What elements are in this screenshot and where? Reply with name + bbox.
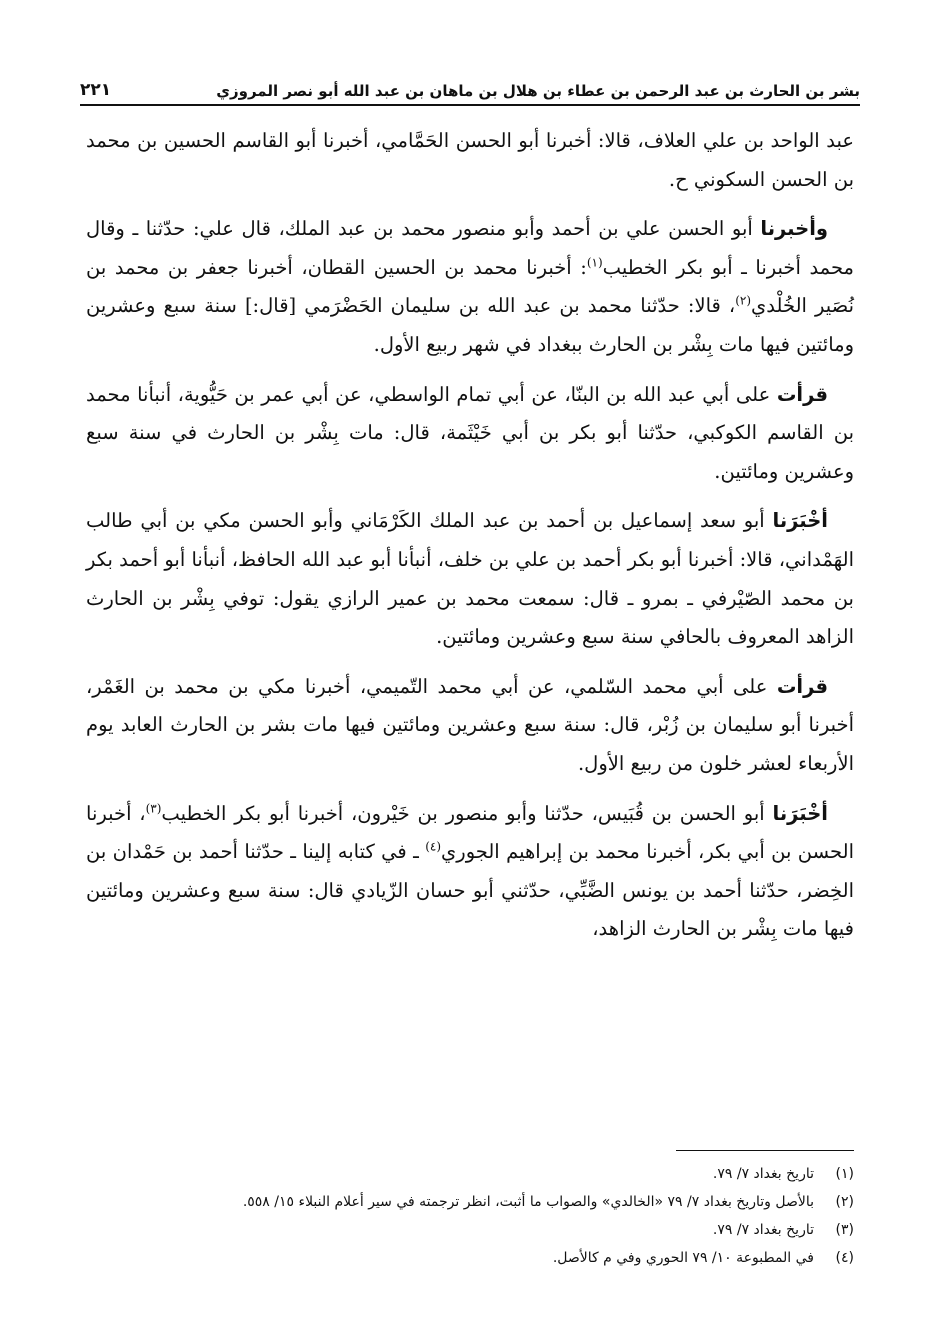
paragraph-text: ، قالا: حدّثنا محمد بن عبد الله بن سليمان الحَضْرَمي [قال:] سنة سبع وعشرين ومائتين فيها مات بِشْر بن الحارث ببغداد في شهر ربيع الأول. <box>86 294 854 356</box>
footnote-number: (١) <box>835 1166 854 1182</box>
footnote-text: تاريخ بغداد ٧/ ٧٩. <box>712 1222 814 1238</box>
page-number: ٢٢١ <box>80 80 112 100</box>
paragraph-text: أبو الحسن بن قُبَيس، حدّثنا وأبو منصور بن خَيْرون، أخبرنا أبو بكر الخطيب <box>161 801 773 825</box>
paragraph-text: على أبي عبد الله بن البنّا، عن أبي تمام الواسطي، عن أبي عمر بن حَيُّوية، أنبأنا محمد بن القاسم الكوكبي، حدّثنا أبو بكر بن أبي خَيْثَمة، قال: مات بِشْر بن الحارث في سنة سبع وعشرين ومائتين. <box>86 382 854 483</box>
footnote-rule <box>676 1150 854 1151</box>
header-rule <box>80 104 860 106</box>
footnote-number: (٤) <box>835 1250 854 1266</box>
footnote-number: (٣) <box>835 1222 854 1238</box>
paragraph-text: أبو سعد إسماعيل بن أحمد بن عبد الملك الكَرْمَاني وأبو الحسن مكي بن أبي طالب الهَمْداني، قالا: أخبرنا أبو بكر أحمد بن علي بن خلف، أنبأنا أبو عبد الله الحافظ، أنبأنا أبو أحمد بكر بن محمد الصّيْرفي ـ بمرو ـ قال: سمعت محمد بن عمير الرازي يقول: توفي بِشْر بن الحارث الزاهد المعروف بالحافي سنة سبع وعشرين ومائتين. <box>86 509 854 649</box>
paragraph-lead: قرأت <box>776 674 828 698</box>
footnote-number: (٢) <box>835 1194 854 1210</box>
paragraph-6 <box>86 795 854 949</box>
main-text <box>86 122 854 960</box>
footnote-ref-1[interactable]: (١) <box>586 255 603 270</box>
paragraph-4 <box>86 502 854 656</box>
footnote-ref-3[interactable]: (٣) <box>145 801 162 815</box>
footnote-1 <box>86 1160 854 1188</box>
paragraph-3 <box>86 376 854 492</box>
footnote-4 <box>86 1244 854 1272</box>
footnotes <box>86 1160 854 1272</box>
paragraph-text: : أخبرنا محمد بن الحسين القطان، أخبرنا جعفر بن محمد بن نُصَير الخُلْدي <box>86 255 854 318</box>
paragraph-text: عبد الواحد بن علي العلاف، قالا: أخبرنا أبو الحسن الحَمَّامي، أخبرنا أبو القاسم الحسين بن محمد بن الحسن السكوني ح. <box>86 129 854 191</box>
footnote-text: تاريخ بغداد ٧/ ٧٩. <box>712 1166 814 1182</box>
page-header <box>80 70 860 100</box>
paragraph-lead: وأخبرنا <box>760 217 828 241</box>
paragraph-lead: أخْبَرَنا <box>772 509 828 533</box>
paragraph-lead: قرأت <box>776 382 828 406</box>
footnote-3 <box>86 1216 854 1244</box>
footnote-text: في المطبوعة ١٠/ ٧٩ الحوري وفي م كالأصل. <box>552 1250 814 1266</box>
paragraph-text: ، أخبرنا الحسن بن أبي بكر، أخبرنا محمد بن إبراهيم الجوري <box>86 801 854 864</box>
paragraph-5 <box>86 668 854 784</box>
footnote-text: بالأصل وتاريخ بغداد ٧/ ٧٩ «الخالدي» والصواب ما أثبت، انظر ترجمته في سير أعلام النبلاء ١٥/ ٥٥٨. <box>242 1194 814 1210</box>
footnote-2 <box>86 1188 854 1216</box>
paragraph-lead: أخْبَرَنا <box>772 801 828 825</box>
paragraph-2 <box>86 210 854 364</box>
footnote-ref-2[interactable]: (٢) <box>735 293 752 308</box>
running-title: بشر بن الحارث بن عبد الرحمن بن عطاء بن هلال بن ماهان بن عبد الله أبو نصر المروزي <box>216 82 860 100</box>
footnote-ref-4[interactable]: (٤) <box>425 839 442 854</box>
paragraph-text: ـ في كتابه إلينا ـ حدّثنا أحمد بن حَمْدان بن الخِضر، حدّثنا أحمد بن يونس الضَّبِّي، حدّثني أبو حسان الزّيادي قال: سنة سبع وعشرين ومائتين فيها مات بِشْر بن الحارث الزاهد، <box>86 840 854 941</box>
paragraph-text: أبو الحسن علي بن أحمد وأبو منصور محمد بن عبد الملك، قال علي: حدّثنا ـ وقال محمد أخبرنا ـ أبو بكر الخطيب <box>86 217 854 279</box>
paragraph-text: على أبي محمد السّلمي، عن أبي محمد التّميمي، أخبرنا مكي بن محمد بن الغَمْر، أخبرنا أبو سليمان بن زُبْر، قال: سنة سبع وعشرين ومائتين فيها مات بشر بن الحارث العابد يوم الأربعاء لعشر خلون من ربيع الأول. <box>86 674 854 775</box>
paragraph-1 <box>86 122 854 199</box>
